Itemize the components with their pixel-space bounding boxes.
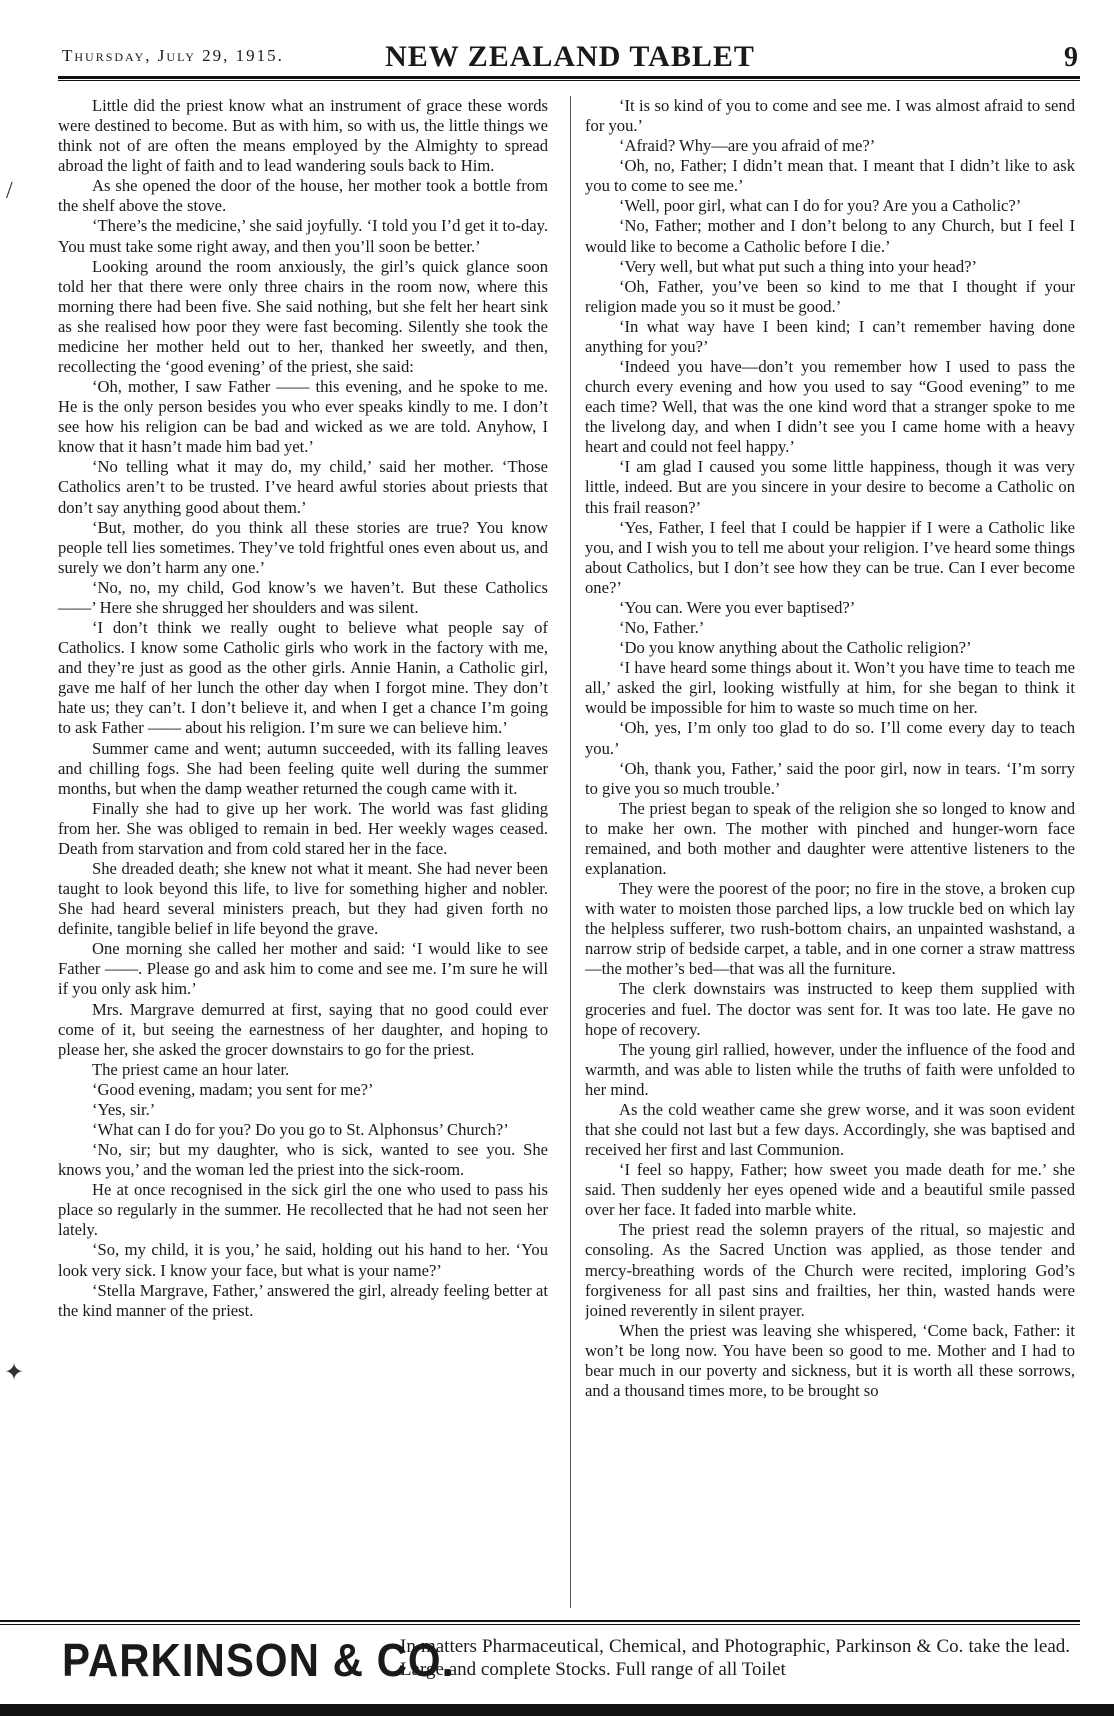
paragraph: ‘I am glad I caused you some little happiness, though it was very little, indeed. But are you sincere in your desire to become a Catholic on this frail reason?’ bbox=[585, 457, 1075, 517]
paragraph: She dreaded death; she knew not what it meant. She had never been taught to look beyond this life, to live for something higher and nobler. She had heard several ministers preach, but they had given forth no definite, tangible belief in life beyond the grave. bbox=[58, 858, 548, 939]
paragraph: ‘There’s the medicine,’ she said joyfully. ‘I told you I’d get it to-day. You must take some right away, and then you’ll soon be better.’ bbox=[58, 216, 548, 256]
paragraph: ‘No, no, my child, God know’s we haven’t. But these Catholics——’ Here she shrugged her shoulders and was silent. bbox=[58, 577, 548, 617]
paragraph: ‘You can. Were you ever baptised?’ bbox=[619, 597, 856, 617]
paragraph: As she opened the door of the house, her mother took a bottle from the shelf above the stove. bbox=[58, 176, 548, 216]
column-divider bbox=[570, 96, 571, 1608]
paragraph: ‘Oh, yes, I’m only too glad to do so. I’ll come every day to teach you.’ bbox=[585, 718, 1075, 758]
footer-rule bbox=[0, 1620, 1080, 1622]
paragraph: He at once recognised in the sick girl the one who used to pass his place so regularly in the summer. He recollected that he had not seen her lately. bbox=[58, 1180, 548, 1240]
paragraph: ‘But, mother, do you think all these stories are true? You know people tell lies sometimes. They’ve told frightful ones even about us, and surely we don’t harm any one.’ bbox=[58, 517, 548, 577]
paragraph: ‘No, sir; but my daughter, who is sick, wanted to see you. She knows you,’ and the woman led the priest into the sick-room. bbox=[58, 1140, 548, 1180]
advert-bar bbox=[0, 1704, 1114, 1716]
paragraph: Finally she had to give up her work. The world was fast gliding from her. She was obliged to remain in bed. Her weekly wages ceased. Death from starvation and from cold stared her in the face. bbox=[58, 798, 548, 858]
paragraph: ‘I have heard some things about it. Won’t you have time to teach me all,’ asked the girl, looking wistfully at him, for she began to think it would be impossible for him to waste so much time on her. bbox=[585, 658, 1075, 718]
paragraph: ‘Indeed you have—don’t you remember how I used to pass the church every evening and how you used to say “Good evening” to me each time? Well, that was the one kind word that a stranger spoke to me the livelong day, and when I didn’t see you I came home with a heavy heart and could not feel happy.’ bbox=[585, 357, 1075, 457]
masthead-title: NEW ZEALAND TABLET bbox=[385, 40, 755, 73]
paragraph: ‘Afraid? Why—are you afraid of me?’ bbox=[619, 136, 876, 156]
paragraph: The priest read the solemn prayers of the ritual, so majestic and consoling. As the Sacred Unction was applied, as those tender and mercy-breathing words of the Church were recited, imploring God’s forgiveness for all past sins and frailties, her thin, wasted hands were joined reverently in silent prayer. bbox=[585, 1220, 1075, 1320]
paragraph: ‘Oh, Father, you’ve been so kind to me that I thought if your religion made you so it must be good.’ bbox=[585, 276, 1075, 316]
advertiser-name: PARKINSON & CO. bbox=[62, 1634, 455, 1686]
paragraph: ‘I don’t think we really ought to believe what people say of Catholics. I know some Catholic girls who work in the factory with me, and they’re just as good as the other girls. Annie Hanin, a Catholic girl, gave me half of her lunch the other day when I forgot mine. They don’t hate us; they can’t. I don’t believe it, and when I get a chance I’m going to ask Father —— about his religion. I’m sure we can believe him.’ bbox=[58, 618, 548, 738]
paragraph: They were the poorest of the poor; no fire in the stove, a broken cup with water to moisten those parched lips, a low truckle bed on which lay the helpless sufferer, two rush-bottom chairs, an unpainted washstand, a narrow strip of bedside carpet, a table, and in one corner a straw mattress—the mother’s bed—that was all the furniture. bbox=[585, 879, 1075, 979]
advert-text: In matters Pharmaceutical, Chemical, and Photographic, Parkinson & Co. take the lead. Large and complete Stocks. Full range of all Toilet bbox=[400, 1636, 1070, 1680]
paragraph: ‘Very well, but what put such a thing into your head?’ bbox=[619, 256, 978, 276]
paragraph: ‘I feel so happy, Father; how sweet you made death for me.’ she said. Then suddenly her eyes opened wide and a beautiful smile passed over her face. It faded into marble white. bbox=[585, 1160, 1075, 1220]
paragraph: ‘Yes, Father, I feel that I could be happier if I were a Catholic like you, and I wish you to tell me about your religion. I’ve heard some things about Catholics, but I don’t see how they can be true. Can I ever become one?’ bbox=[585, 517, 1075, 597]
paragraph: When the priest was leaving she whispered, ‘Come back, Father: it won’t be long now. You have been so good to me. Mother and I had to bear much in our poverty and sickness, but it is worth all these sorrows, and a thousand times more, to be brought so bbox=[585, 1320, 1075, 1400]
paragraph: ‘Oh, thank you, Father,’ said the poor girl, now in tears. ‘I’m sorry to give you so much trouble.’ bbox=[585, 758, 1075, 798]
page-header bbox=[60, 40, 1080, 76]
paragraph: As the cold weather came she grew worse, and it was soon evident that she could not last but a few days. Accordingly, she was baptised and received her first and last Communion. bbox=[585, 1099, 1075, 1160]
paragraph: ‘In what way have I been kind; I can’t remember having done anything for you?’ bbox=[585, 316, 1075, 356]
paragraph: One morning she called her mother and said: ‘I would like to see Father ——. Please go and ask him to come and see me. I’m sure he will if you only ask him.’ bbox=[58, 939, 548, 999]
margin-arrow-icon: ✦ bbox=[4, 1360, 25, 1386]
paragraph: The clerk downstairs was instructed to keep them supplied with groceries and fuel. The doctor was sent for. It was too late. He gave no hope of recovery. bbox=[585, 979, 1075, 1039]
paragraph: Looking around the room anxiously, the girl’s quick glance soon told her that there were only three chairs in the room now, where this morning there had been five. She said nothing, but she felt her heart sink as she realised how poor they were fast becoming. Silently she took the medicine her mother held out to her, thanked her sweetly, and then, recollecting the ‘good evening’ of the priest, she said: bbox=[58, 256, 548, 377]
page-number: 9 bbox=[1064, 42, 1078, 73]
paragraph: ‘Do you know anything about the Catholic religion?’ bbox=[619, 638, 972, 658]
paragraph: ‘It is so kind of you to come and see me. I was almost afraid to send for you.’ bbox=[585, 96, 1075, 136]
header-rule bbox=[58, 76, 1080, 79]
left-column bbox=[58, 96, 548, 1608]
paragraph: ‘So, my child, it is you,’ he said, holding out his hand to her. ‘You look very sick. I know your face, but what is your name?’ bbox=[58, 1240, 548, 1280]
margin-mark: / bbox=[6, 178, 13, 204]
paragraph: ‘Well, poor girl, what can I do for you? Are you a Catholic?’ bbox=[619, 196, 1022, 216]
header-rule-thin bbox=[58, 80, 1080, 81]
paragraph: ‘Oh, mother, I saw Father —— this evening, and he spoke to me. He is the only person besides you who ever speaks kindly to me. I don’t see how his religion can be bad and wicked as we are told. Anyhow, I know that it hasn’t made him bad yet.’ bbox=[58, 377, 548, 457]
paragraph: ‘What can I do for you? Do you go to St. Alphonsus’ Church?’ bbox=[92, 1119, 509, 1139]
paragraph: Little did the priest know what an instrument of grace these words were destined to become. But as with him, so with us, the little things we think not of are often the means employed by the Almighty to spread abroad the light of faith and to lead wandering souls back to Him. bbox=[58, 96, 548, 176]
paragraph: ‘No telling what it may do, my child,’ said her mother. ‘Those Catholics aren’t to be trusted. I’ve heard awful stories about priests that don’t say anything good about them.’ bbox=[58, 457, 548, 517]
paragraph: Summer came and went; autumn succeeded, with its falling leaves and chilling fogs. She had been feeling quite well during the summer months, but when the damp weather returned the cough came with it. bbox=[58, 738, 548, 798]
paragraph: ‘Stella Margrave, Father,’ answered the girl, already feeling better at the kind manner of the priest. bbox=[58, 1280, 548, 1320]
footer-rule-thin bbox=[0, 1624, 1080, 1625]
paragraph: ‘Yes, sir.’ bbox=[92, 1099, 156, 1119]
paragraph: ‘Oh, no, Father; I didn’t mean that. I meant that I didn’t like to ask you to come to see me.’ bbox=[585, 156, 1075, 196]
paragraph: The priest began to speak of the religion she so longed to know and to make her own. The mother with pinched and hunger-worn face remained, and both mother and daughter were attentive listeners to the explanation. bbox=[585, 798, 1075, 878]
paragraph: The young girl rallied, however, under the influence of the food and warmth, and was able to listen while the truths of faith were unfolded to her mind. bbox=[585, 1039, 1075, 1099]
paragraph: ‘Good evening, madam; you sent for me?’ bbox=[92, 1079, 374, 1099]
paragraph: ‘No, Father.’ bbox=[619, 618, 705, 638]
advertisement bbox=[0, 1628, 1114, 1716]
right-column bbox=[585, 96, 1075, 1608]
paragraph: The priest came an hour later. bbox=[92, 1059, 290, 1079]
paragraph: ‘No, Father; mother and I don’t belong to any Church, but I feel I would like to become a Catholic before I die.’ bbox=[585, 216, 1075, 256]
paragraph: Mrs. Margrave demurred at first, saying that no good could ever come of it, but seeing the earnestness of her daughter, and hoping to please her, she asked the grocer downstairs to go for the priest. bbox=[58, 999, 548, 1059]
issue-date: Thursday, July 29, 1915. bbox=[62, 46, 284, 65]
